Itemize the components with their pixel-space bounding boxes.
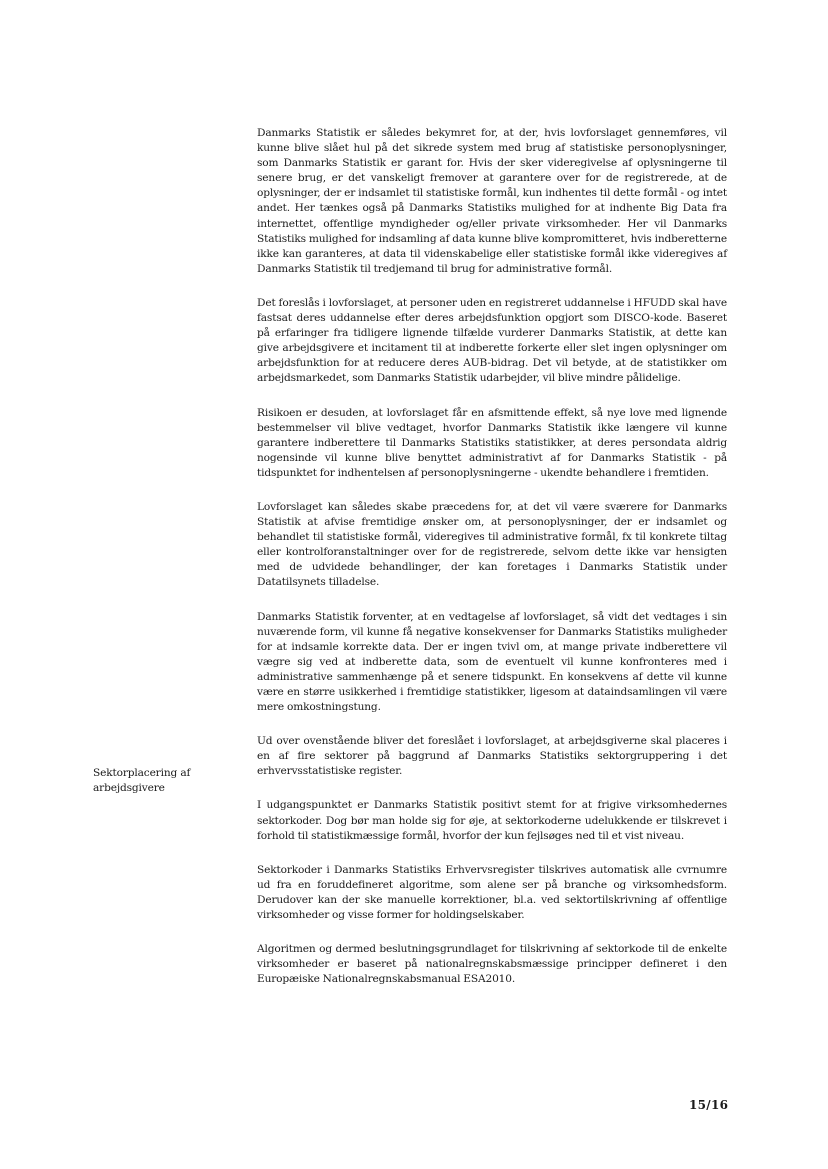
paragraph-6: Ud over ovenstående bliver det foreslået i lovforslaget, at arbejdsgiverne skal placeres i en af fire sektorer på baggrund af Danmarks Statistiks sektorgruppering i det erhvervsstatistiske register.	[257, 735, 727, 778]
paragraph-2: Det foreslås i lovforslaget, at personer uden en registreret uddannelse i HFUDD skal have fastsat deres uddannelse efter deres arbejdsfunktion opgjort som DISCO-kode. Baseret på erfaringer fra tidligere lignende tilfælde vurderer Danmarks Statistik, at dette kan give arbejdsgivere et incitament til at indberette forkerte eller slet ingen oplysninger om arbejdsfunktion for at reducere deres AUB-bidrag. Det vil betyde, at de statistikker om arbejdsmarkedet, som Danmarks Statistik udarbejder, vil blive mindre pålidelige.	[257, 296, 727, 385]
body-text-column	[257, 126, 727, 1006]
paragraph-5: Danmarks Statistik forventer, at en vedtagelse af lovforslaget, så vidt det vedtages i sin nuværende form, vil kunne få negative konsekvenser for Danmarks Statistiks muligheder for at indsamle korrekte data. Der er ingen tvivl om, at mange private indberettere vil vægre sig ved at indberette data, som de eventuelt vil kunne konfronteres med i administrative sammenhænge på et senere tidspunkt. En konsekvens af dette vil kunne være en større usikkerhed i fremtidige statistikker, ligesom at dataindsamlingen vil være mere omkostningstung.	[257, 610, 727, 714]
paragraph-7: I udgangspunktet er Danmarks Statistik positivt stemt for at frigive virksomhedernes sektorkoder. Dog bør man holde sig for øje, at sektorkoderne udelukkende er tilskrevet i forhold til statistikmæssige formål, hvorfor der kun fejlsøges ned til et vist niveau.	[257, 799, 727, 842]
paragraph-3: Risikoen er desuden, at lovforslaget får en afsmittende effekt, så nye love med lignende bestemmelser vil blive vedtaget, hvorfor Danmarks Statistik ikke længere vil kunne garantere indberettere til Danmarks Statistiks statistikker, at deres persondata aldrig nogensinde vil kunne blive benyttet administrativt af for Danmarks Statistik - på tidspunktet for indhentelsen af personoplysningerne - ukendte behandlere i fremtiden.	[257, 406, 727, 479]
paragraph-1: Danmarks Statistik er således bekymret for, at der, hvis lovforslaget gennemføres, vil kunne blive slået hul på det sikrede system med brug af statistiske personoplysninger, som Danmarks Statistik er garant for. Hvis der sker videregivelse af oplysningerne til senere brug, er det vanskeligt fremover at garantere over for de registrerede, at de oplysninger, der er indsamlet til statistiske formål, kun indhentes til dette formål - og intet andet. Her tænkes også på Danmarks Statistiks mulighed for at indhente Big Data fra internettet, offentlige myndigheder og/eller private virksomheder. Her vil Danmarks Statistiks mulighed for indsamling af data kunne blive kompromitteret, hvis indberetterne ikke kan garanteres, at data til videnskabelige eller statistiske formål ikke videregives af Danmarks Statistik til tredjemand til brug for administrative formål.	[257, 127, 727, 275]
paragraph-9: Algoritmen og dermed beslutningsgrundlaget for tilskrivning af sektorkode til de enkelte virksomheder er baseret på nationalregnskabsmæssige principper defineret i den Europæiske Nationalregnskabsmanual ESA2010.	[257, 943, 727, 986]
paragraph-8: Sektorkoder i Danmarks Statistiks Erhvervsregister tilskrives automatisk alle cvrnumre ud fra en foruddefineret algoritme, som alene ser på branche og virksomhedsform. Derudover kan der ske manuelle korrektioner, bl.a. ved sektortilskrivning af offentlige virksomheder og visse former for holdingselskaber.	[257, 863, 727, 922]
margin-heading-sektorplacering: Sektorplacering af arbejdsgivere	[93, 767, 191, 795]
paragraph-4: Lovforslaget kan således skabe præcedens for, at det vil være sværere for Danmarks Statistik at afvise fremtidige ønsker om, at personoplysninger, der er indsamlet og behandlet til statistiske formål, videregives til administrative formål, fx til konkrete tiltag eller kontrolforanstaltninger over for de registrerede, selvom dette ikke var hensigten med de udvidede behandlinger, der kan foretages i Danmarks Statistik under Datatilsynets tilladelse.	[257, 500, 727, 589]
page-number: 15/16	[689, 1098, 729, 1112]
